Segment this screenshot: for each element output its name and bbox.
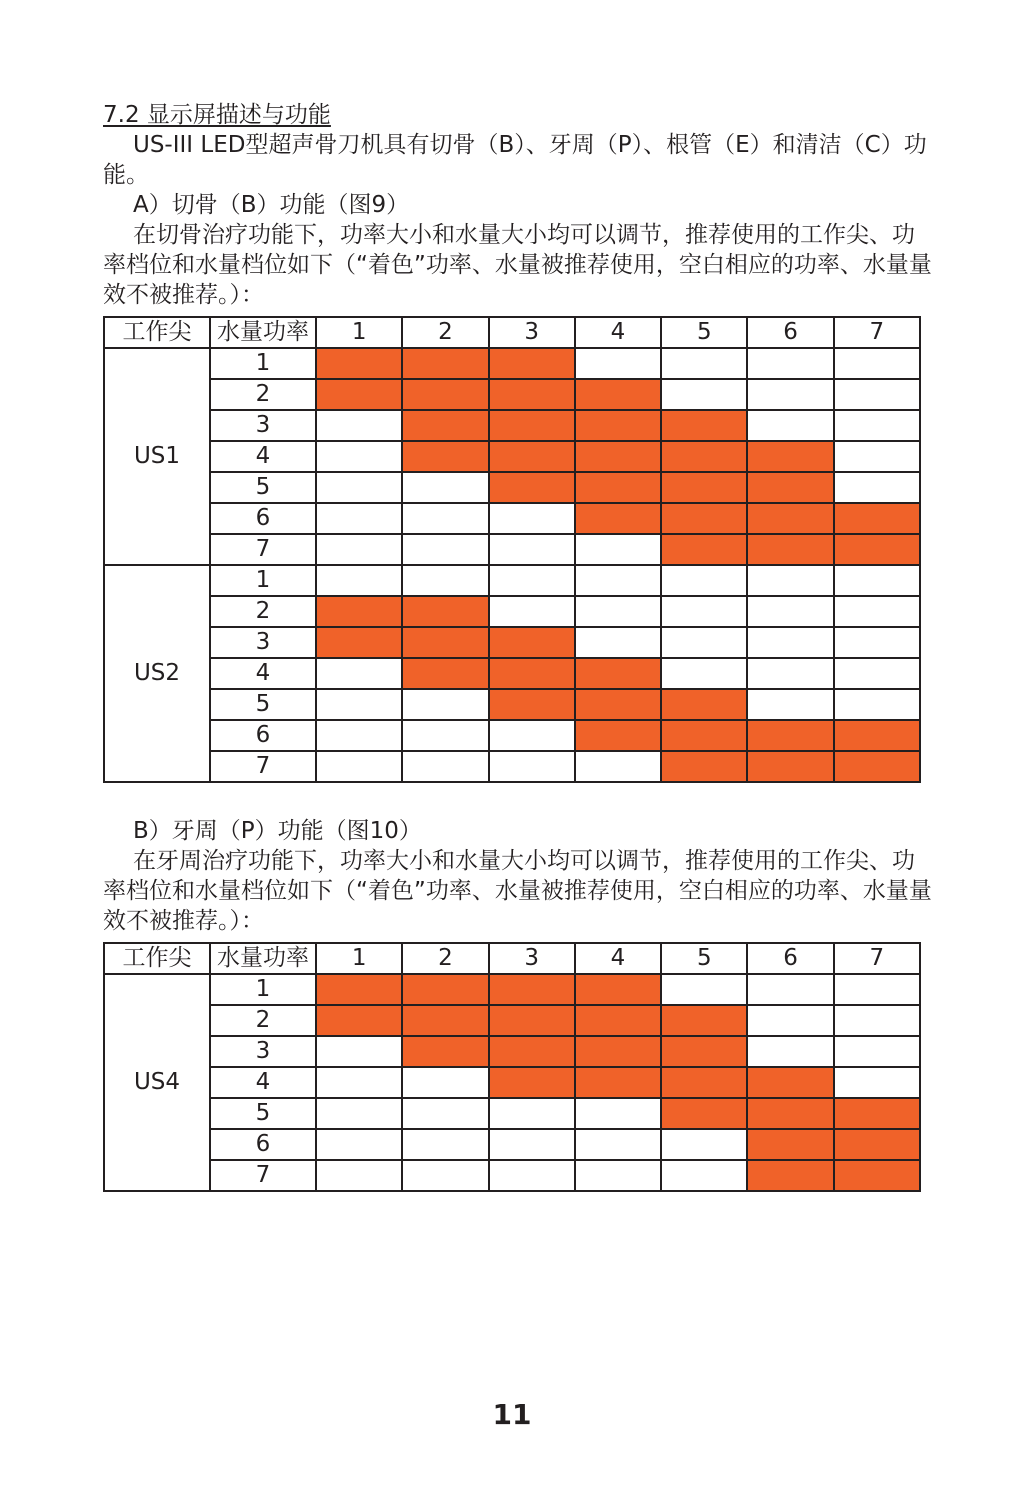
water-level: 5 xyxy=(210,472,316,503)
table-header-row xyxy=(104,317,920,348)
empty-cell xyxy=(661,658,747,689)
empty-cell xyxy=(661,1160,747,1191)
header-power-level: 5 xyxy=(661,943,747,974)
header-tip: 工作尖 xyxy=(104,317,210,348)
recommended-cell xyxy=(402,441,488,472)
water-level: 1 xyxy=(210,565,316,596)
recommended-cell xyxy=(316,348,402,379)
empty-cell xyxy=(661,596,747,627)
water-level: 3 xyxy=(210,410,316,441)
empty-cell xyxy=(747,658,833,689)
water-level: 2 xyxy=(210,379,316,410)
table-row xyxy=(104,974,920,1005)
recommended-cell xyxy=(834,503,920,534)
empty-cell xyxy=(316,658,402,689)
section-heading: 7.2 显示屏描述与功能 xyxy=(103,102,331,128)
empty-cell xyxy=(402,1098,488,1129)
recommended-cell xyxy=(402,658,488,689)
table-row xyxy=(104,658,920,689)
empty-cell xyxy=(575,1160,661,1191)
recommended-cell xyxy=(575,974,661,1005)
empty-cell xyxy=(747,689,833,720)
header-power-level: 6 xyxy=(747,317,833,348)
table-row xyxy=(104,751,920,782)
water-level: 5 xyxy=(210,689,316,720)
recommended-cell xyxy=(402,1036,488,1067)
recommended-cell xyxy=(316,596,402,627)
header-power-level: 7 xyxy=(834,943,920,974)
water-level: 2 xyxy=(210,1005,316,1036)
recommended-cell xyxy=(489,689,575,720)
empty-cell xyxy=(489,503,575,534)
recommended-cell xyxy=(575,1005,661,1036)
header-power-level: 4 xyxy=(575,943,661,974)
water-level: 3 xyxy=(210,627,316,658)
table-row xyxy=(104,1067,920,1098)
empty-cell xyxy=(661,565,747,596)
section-a-description: 在切骨治疗功能下，功率大小和水量大小均可以调节，推荐使用的工作尖、功率档位和水量档位如下（“着色”功率、水量被推荐使用，空白相应的功率、水量量效不被推荐。）： xyxy=(103,222,932,308)
empty-cell xyxy=(575,596,661,627)
table-row xyxy=(104,689,920,720)
recommended-cell xyxy=(661,1098,747,1129)
recommended-cell xyxy=(402,627,488,658)
empty-cell xyxy=(316,441,402,472)
recommended-cell xyxy=(661,441,747,472)
empty-cell xyxy=(489,596,575,627)
recommended-cell xyxy=(661,720,747,751)
header-power-level: 1 xyxy=(316,317,402,348)
empty-cell xyxy=(489,1160,575,1191)
recommended-cell xyxy=(489,974,575,1005)
water-level: 3 xyxy=(210,1036,316,1067)
empty-cell xyxy=(402,1129,488,1160)
empty-cell xyxy=(316,751,402,782)
tip-label: US4 xyxy=(104,974,210,1191)
recommended-cell xyxy=(489,472,575,503)
table-row xyxy=(104,1005,920,1036)
empty-cell xyxy=(316,1067,402,1098)
recommended-cell xyxy=(402,974,488,1005)
empty-cell xyxy=(747,348,833,379)
table-row xyxy=(104,441,920,472)
recommended-cell xyxy=(402,379,488,410)
water-level: 2 xyxy=(210,596,316,627)
bone-cutting-settings-table xyxy=(103,316,921,783)
recommended-cell xyxy=(316,379,402,410)
recommended-cell xyxy=(575,441,661,472)
recommended-cell xyxy=(834,751,920,782)
empty-cell xyxy=(316,1160,402,1191)
section-b-description: 在牙周治疗功能下，功率大小和水量大小均可以调节，推荐使用的工作尖、功率档位和水量档位如下（“着色”功率、水量被推荐使用，空白相应的功率、水量量效不被推荐。）： xyxy=(103,848,932,934)
water-level: 4 xyxy=(210,658,316,689)
empty-cell xyxy=(661,348,747,379)
recommended-cell xyxy=(661,410,747,441)
water-level: 7 xyxy=(210,1160,316,1191)
recommended-cell xyxy=(402,348,488,379)
recommended-cell xyxy=(489,441,575,472)
empty-cell xyxy=(575,534,661,565)
table-header-row xyxy=(104,943,920,974)
recommended-cell xyxy=(834,534,920,565)
recommended-cell xyxy=(747,1129,833,1160)
table-row xyxy=(104,410,920,441)
header-power-level: 3 xyxy=(489,943,575,974)
empty-cell xyxy=(489,534,575,565)
empty-cell xyxy=(316,689,402,720)
recommended-cell xyxy=(489,379,575,410)
empty-cell xyxy=(575,348,661,379)
empty-cell xyxy=(316,503,402,534)
empty-cell xyxy=(316,1129,402,1160)
empty-cell xyxy=(489,1129,575,1160)
header-water-power: 水量功率 xyxy=(210,943,316,974)
empty-cell xyxy=(747,379,833,410)
header-tip: 工作尖 xyxy=(104,943,210,974)
empty-cell xyxy=(661,1129,747,1160)
recommended-cell xyxy=(489,658,575,689)
empty-cell xyxy=(834,627,920,658)
empty-cell xyxy=(661,627,747,658)
empty-cell xyxy=(834,689,920,720)
water-level: 7 xyxy=(210,534,316,565)
recommended-cell xyxy=(661,751,747,782)
recommended-cell xyxy=(661,1036,747,1067)
recommended-cell xyxy=(402,1005,488,1036)
recommended-cell xyxy=(489,348,575,379)
header-power-level: 3 xyxy=(489,317,575,348)
recommended-cell xyxy=(575,1067,661,1098)
empty-cell xyxy=(402,720,488,751)
recommended-cell xyxy=(489,410,575,441)
empty-cell xyxy=(316,410,402,441)
recommended-cell xyxy=(661,472,747,503)
section-a-title: A）切骨（B）功能（图9） xyxy=(133,192,410,218)
recommended-cell xyxy=(316,1005,402,1036)
empty-cell xyxy=(834,441,920,472)
recommended-cell xyxy=(661,689,747,720)
empty-cell xyxy=(834,974,920,1005)
recommended-cell xyxy=(575,658,661,689)
empty-cell xyxy=(834,596,920,627)
recommended-cell xyxy=(402,410,488,441)
table-row xyxy=(104,720,920,751)
empty-cell xyxy=(834,1067,920,1098)
empty-cell xyxy=(316,534,402,565)
recommended-cell xyxy=(661,1067,747,1098)
tip-label: US2 xyxy=(104,565,210,782)
empty-cell xyxy=(316,1098,402,1129)
recommended-cell xyxy=(575,379,661,410)
recommended-cell xyxy=(834,1098,920,1129)
header-power-level: 1 xyxy=(316,943,402,974)
recommended-cell xyxy=(747,503,833,534)
empty-cell xyxy=(575,1098,661,1129)
table-row xyxy=(104,1129,920,1160)
recommended-cell xyxy=(575,472,661,503)
empty-cell xyxy=(402,689,488,720)
section-b-title: B）牙周（P）功能（图10） xyxy=(133,818,422,844)
header-power-level: 6 xyxy=(747,943,833,974)
water-level: 1 xyxy=(210,348,316,379)
recommended-cell xyxy=(402,596,488,627)
recommended-cell xyxy=(747,441,833,472)
empty-cell xyxy=(402,1067,488,1098)
empty-cell xyxy=(489,1098,575,1129)
empty-cell xyxy=(575,1129,661,1160)
water-level: 6 xyxy=(210,720,316,751)
empty-cell xyxy=(575,565,661,596)
table-row xyxy=(104,627,920,658)
empty-cell xyxy=(316,472,402,503)
empty-cell xyxy=(402,503,488,534)
header-water-power: 水量功率 xyxy=(210,317,316,348)
recommended-cell xyxy=(661,1005,747,1036)
empty-cell xyxy=(834,410,920,441)
recommended-cell xyxy=(834,720,920,751)
empty-cell xyxy=(747,410,833,441)
empty-cell xyxy=(575,751,661,782)
empty-cell xyxy=(575,627,661,658)
page-number: 11 xyxy=(492,1398,532,1431)
recommended-cell xyxy=(575,689,661,720)
water-level: 6 xyxy=(210,503,316,534)
table-row xyxy=(104,1098,920,1129)
recommended-cell xyxy=(489,1036,575,1067)
recommended-cell xyxy=(316,974,402,1005)
recommended-cell xyxy=(747,472,833,503)
header-power-level: 4 xyxy=(575,317,661,348)
table-row xyxy=(104,1036,920,1067)
recommended-cell xyxy=(834,1160,920,1191)
empty-cell xyxy=(747,1005,833,1036)
empty-cell xyxy=(661,974,747,1005)
intro-paragraph: US-III LED型超声骨刀机具有切骨（B）、牙周（P）、根管（E）和清洁（C）功能。 xyxy=(103,132,927,188)
empty-cell xyxy=(747,1036,833,1067)
table-row xyxy=(104,596,920,627)
recommended-cell xyxy=(747,720,833,751)
empty-cell xyxy=(834,472,920,503)
recommended-cell xyxy=(575,1036,661,1067)
table-row xyxy=(104,472,920,503)
tip-label: US1 xyxy=(104,348,210,565)
recommended-cell xyxy=(489,1005,575,1036)
water-level: 4 xyxy=(210,441,316,472)
empty-cell xyxy=(402,534,488,565)
recommended-cell xyxy=(575,503,661,534)
empty-cell xyxy=(747,627,833,658)
empty-cell xyxy=(316,1036,402,1067)
empty-cell xyxy=(747,565,833,596)
empty-cell xyxy=(489,751,575,782)
table-row xyxy=(104,503,920,534)
header-power-level: 2 xyxy=(402,943,488,974)
water-level: 6 xyxy=(210,1129,316,1160)
empty-cell xyxy=(834,348,920,379)
recommended-cell xyxy=(489,1067,575,1098)
empty-cell xyxy=(834,565,920,596)
header-power-level: 5 xyxy=(661,317,747,348)
recommended-cell xyxy=(747,534,833,565)
table-row xyxy=(104,1160,920,1191)
recommended-cell xyxy=(575,410,661,441)
table-row xyxy=(104,534,920,565)
recommended-cell xyxy=(661,503,747,534)
empty-cell xyxy=(661,379,747,410)
empty-cell xyxy=(489,720,575,751)
empty-cell xyxy=(747,596,833,627)
empty-cell xyxy=(402,751,488,782)
periodontal-settings-table xyxy=(103,942,921,1192)
empty-cell xyxy=(747,974,833,1005)
recommended-cell xyxy=(747,751,833,782)
empty-cell xyxy=(402,1160,488,1191)
empty-cell xyxy=(402,472,488,503)
recommended-cell xyxy=(747,1067,833,1098)
table-row xyxy=(104,348,920,379)
empty-cell xyxy=(834,658,920,689)
empty-cell xyxy=(316,565,402,596)
empty-cell xyxy=(489,565,575,596)
recommended-cell xyxy=(661,534,747,565)
empty-cell xyxy=(316,720,402,751)
water-level: 1 xyxy=(210,974,316,1005)
recommended-cell xyxy=(575,720,661,751)
table-row xyxy=(104,379,920,410)
recommended-cell xyxy=(747,1098,833,1129)
recommended-cell xyxy=(834,1129,920,1160)
recommended-cell xyxy=(747,1160,833,1191)
water-level: 7 xyxy=(210,751,316,782)
table-row xyxy=(104,565,920,596)
empty-cell xyxy=(402,565,488,596)
water-level: 5 xyxy=(210,1098,316,1129)
empty-cell xyxy=(834,1036,920,1067)
recommended-cell xyxy=(316,627,402,658)
header-power-level: 2 xyxy=(402,317,488,348)
empty-cell xyxy=(834,1005,920,1036)
water-level: 4 xyxy=(210,1067,316,1098)
header-power-level: 7 xyxy=(834,317,920,348)
recommended-cell xyxy=(489,627,575,658)
empty-cell xyxy=(834,379,920,410)
